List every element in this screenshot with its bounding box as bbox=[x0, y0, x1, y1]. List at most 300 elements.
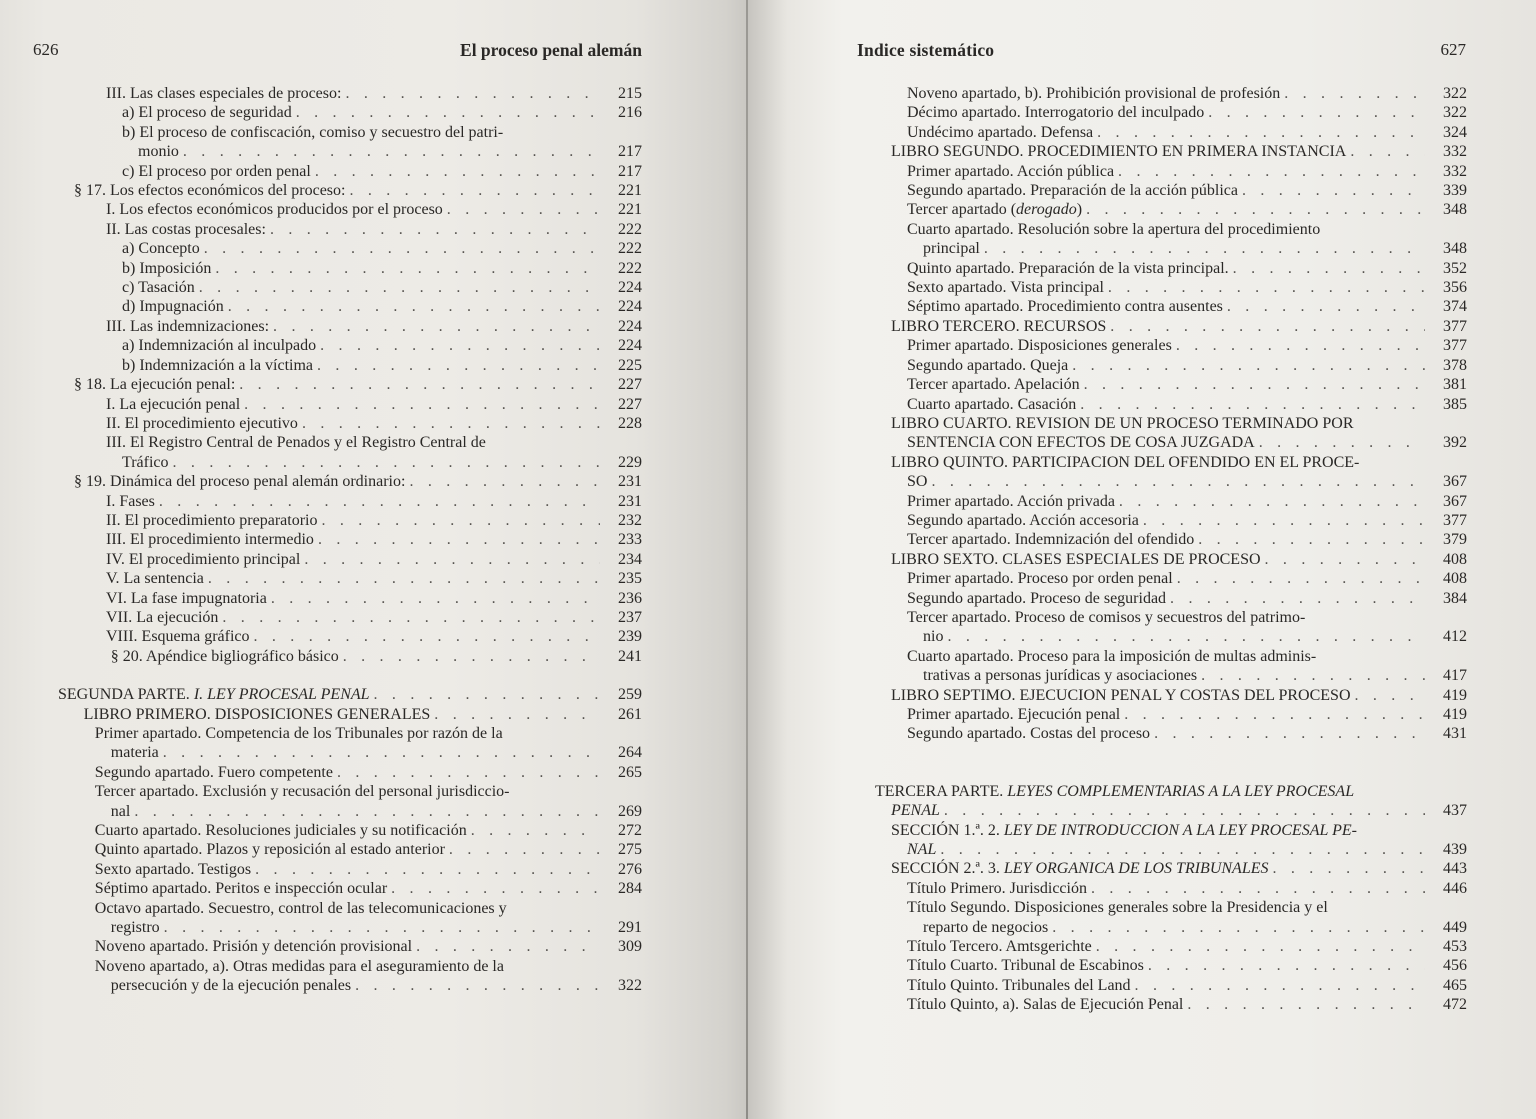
toc-entry-text: d) Impugnación bbox=[122, 298, 224, 316]
toc-entry-label bbox=[138, 142, 179, 161]
toc-entry-label bbox=[907, 492, 1115, 511]
toc-entry-italic: derogado bbox=[1016, 201, 1077, 219]
toc-entry-line bbox=[30, 879, 642, 898]
toc-entry-line bbox=[855, 976, 1467, 995]
toc-entry-text: Sexto apartado. Testigos bbox=[94, 860, 252, 878]
toc-entry-label bbox=[106, 569, 204, 588]
toc-entry bbox=[855, 937, 1467, 956]
dot-leader bbox=[270, 220, 600, 239]
dot-leader bbox=[1110, 317, 1425, 336]
toc-entry-text: SEGUNDA PARTE. bbox=[58, 686, 194, 704]
dot-leader bbox=[391, 879, 600, 898]
toc-entry-label bbox=[907, 336, 1172, 355]
dot-leader bbox=[317, 356, 600, 375]
dot-leader bbox=[271, 589, 600, 608]
toc-entry-first-line bbox=[855, 414, 1467, 433]
toc-entry-text: Segundo apartado. Proceso de seguridad bbox=[907, 589, 1167, 607]
dot-leader bbox=[1118, 162, 1425, 181]
toc-page-number: 261 bbox=[618, 705, 642, 723]
toc-entry-text: Quinto apartado. Plazos y reposición al estado anterior bbox=[94, 841, 445, 859]
toc-page-number: 224 bbox=[618, 279, 642, 297]
toc-page-number: 322 bbox=[618, 977, 642, 995]
toc-entry bbox=[30, 395, 642, 414]
toc-entry-line bbox=[30, 569, 642, 588]
right-page bbox=[748, 0, 1536, 1119]
toc-entry-text: Segundo apartado. Queja bbox=[907, 356, 1069, 374]
toc-page-number: 309 bbox=[618, 938, 642, 956]
toc-entry-label bbox=[95, 763, 333, 782]
toc-entry-line bbox=[855, 200, 1467, 219]
dot-leader bbox=[355, 976, 600, 995]
toc-entry-label bbox=[106, 608, 218, 627]
toc-entry-text: Primer apartado. Acción privada bbox=[907, 492, 1115, 510]
dot-leader bbox=[1265, 550, 1425, 569]
toc-entry-label bbox=[122, 162, 311, 181]
toc-entry-line bbox=[30, 647, 642, 666]
toc-entry-text: III. Las clases especiales de proceso: bbox=[106, 85, 342, 102]
dot-leader bbox=[1154, 724, 1425, 743]
toc-entry-text: Cuarto apartado. Casación bbox=[907, 395, 1077, 413]
toc-entry bbox=[855, 395, 1467, 414]
toc-entry bbox=[855, 898, 1467, 937]
toc-entry-line bbox=[855, 530, 1467, 549]
toc-entry-line bbox=[855, 162, 1467, 181]
toc-entry-line bbox=[855, 686, 1467, 705]
toc-entry bbox=[855, 705, 1467, 724]
toc-entry-line bbox=[30, 356, 642, 375]
dot-leader bbox=[320, 336, 600, 355]
dot-leader bbox=[134, 802, 600, 821]
toc-entry-line bbox=[30, 511, 642, 530]
toc-entry-label bbox=[907, 705, 1120, 724]
dot-leader bbox=[296, 103, 600, 122]
toc-entry bbox=[30, 879, 642, 898]
toc-page-number: 229 bbox=[618, 453, 642, 471]
toc-entry-line bbox=[30, 278, 642, 297]
toc-entry-label bbox=[95, 879, 387, 898]
toc-entry-text: monio bbox=[138, 143, 179, 161]
toc-entry bbox=[30, 569, 642, 588]
toc-page-number: 265 bbox=[618, 763, 642, 781]
toc-entry-text: a) El proceso de seguridad bbox=[122, 104, 292, 122]
toc-entry bbox=[855, 356, 1467, 375]
toc-entry-line bbox=[855, 724, 1467, 743]
toc-entry bbox=[30, 647, 642, 666]
toc-page-number: 234 bbox=[618, 550, 642, 568]
toc-entry-text: Primer apartado. Proceso por orden penal bbox=[907, 570, 1173, 588]
toc-entry-first-line bbox=[855, 220, 1467, 239]
dot-leader bbox=[931, 472, 1425, 491]
toc-page-number: 377 bbox=[1443, 337, 1467, 355]
toc-entry-line bbox=[30, 200, 642, 219]
toc-entry-label bbox=[907, 956, 1144, 975]
toc-entry bbox=[855, 782, 1467, 821]
toc-entry bbox=[855, 297, 1467, 316]
toc-entry-text: Cuarto apartado. Resoluciones judiciales y su notificación bbox=[94, 822, 467, 840]
toc-entry-line bbox=[855, 103, 1467, 122]
toc-entry-label bbox=[106, 627, 250, 646]
toc-page-number: 449 bbox=[1443, 918, 1467, 936]
toc-entry-label bbox=[106, 84, 341, 103]
toc-entry-line bbox=[30, 821, 642, 840]
dot-leader bbox=[349, 181, 600, 200]
toc-page-number: 348 bbox=[1443, 201, 1467, 219]
dot-leader bbox=[163, 743, 600, 762]
toc-entry-line bbox=[855, 511, 1467, 530]
toc-entry-first-text: SECCIÓN 1.ª. 2. bbox=[891, 821, 1004, 839]
toc-entry-line bbox=[30, 976, 642, 995]
toc-entry-text: § 18. La ejecución penal: bbox=[74, 376, 236, 394]
dot-leader bbox=[1187, 995, 1425, 1014]
toc-entry bbox=[30, 589, 642, 608]
toc-entry-text: LIBRO SEGUNDO. PROCEDIMIENTO EN PRIMERA INSTANCIA bbox=[891, 143, 1347, 161]
toc-entry bbox=[855, 317, 1467, 336]
toc-page-number: 439 bbox=[1443, 841, 1467, 859]
dot-leader bbox=[244, 395, 600, 414]
dot-leader bbox=[173, 453, 600, 472]
toc-entry-text: principal bbox=[923, 240, 980, 258]
toc-page-number: 408 bbox=[1443, 550, 1467, 568]
dot-leader bbox=[374, 685, 600, 704]
toc-page-number: 231 bbox=[618, 492, 642, 510]
toc-entry-text: SO bbox=[907, 473, 928, 491]
toc-entry bbox=[855, 181, 1467, 200]
toc-page-number: 456 bbox=[1443, 957, 1467, 975]
dot-leader bbox=[343, 647, 600, 666]
toc-page-number: 385 bbox=[1443, 395, 1467, 413]
toc-page-number: 453 bbox=[1443, 938, 1467, 956]
toc-entry-first-line bbox=[30, 957, 642, 976]
toc-page-number: 352 bbox=[1443, 259, 1467, 277]
toc-entry bbox=[30, 685, 642, 704]
toc-entry bbox=[30, 899, 642, 938]
toc-entry-text: II. El procedimiento ejecutivo bbox=[106, 414, 298, 432]
toc-page-number: 332 bbox=[1443, 143, 1467, 161]
toc-entry-label bbox=[907, 995, 1183, 1014]
toc-entry-text: b) Indemnización a la víctima bbox=[122, 356, 314, 374]
toc-entry-label bbox=[106, 550, 300, 569]
toc-page-number: 222 bbox=[618, 259, 642, 277]
dot-leader bbox=[159, 492, 600, 511]
toc-entry bbox=[855, 589, 1467, 608]
toc-entry bbox=[855, 976, 1467, 995]
toc-page-number: 221 bbox=[618, 182, 642, 200]
toc-entry-first-line bbox=[30, 782, 642, 801]
toc-entry-line bbox=[30, 336, 642, 355]
toc-page-number: 228 bbox=[618, 414, 642, 432]
toc-entry bbox=[30, 840, 642, 859]
toc-page-number: 291 bbox=[618, 919, 642, 937]
toc-entry-label bbox=[122, 239, 200, 258]
dot-leader bbox=[1233, 259, 1425, 278]
toc-entry-label bbox=[907, 530, 1194, 549]
toc-entry-line bbox=[30, 705, 642, 724]
table-of-contents-left bbox=[30, 84, 642, 996]
dot-leader bbox=[1272, 859, 1425, 878]
toc-page-number: 377 bbox=[1443, 511, 1467, 529]
toc-entry bbox=[855, 879, 1467, 898]
toc-entry bbox=[855, 142, 1467, 161]
toc-page-number: 431 bbox=[1443, 725, 1467, 743]
toc-entry-line bbox=[30, 414, 642, 433]
toc-page-number: 374 bbox=[1443, 298, 1467, 316]
toc-page-number: 222 bbox=[618, 220, 642, 238]
dot-leader bbox=[204, 239, 600, 258]
toc-entry-label bbox=[891, 317, 1106, 336]
toc-entry bbox=[855, 200, 1467, 219]
toc-entry bbox=[855, 511, 1467, 530]
toc-entry-label bbox=[923, 666, 1197, 685]
toc-entry-label bbox=[907, 589, 1166, 608]
toc-page-number: 339 bbox=[1443, 182, 1467, 200]
toc-entry-first-text: LIBRO QUINTO. PARTICIPACION DEL OFENDIDO EN EL PROCE- bbox=[891, 453, 1360, 471]
toc-entry-label bbox=[923, 918, 1048, 937]
toc-entry-text: II. Las costas procesales: bbox=[106, 220, 266, 238]
toc-entry bbox=[855, 608, 1467, 647]
running-title-right: Indice sistemático bbox=[857, 40, 995, 60]
dot-leader bbox=[1177, 569, 1425, 588]
toc-entry-first-text: Título Segundo. Disposiciones generales sobre la Presidencia y el bbox=[907, 899, 1328, 917]
toc-entry-line bbox=[855, 569, 1467, 588]
toc-entry-label bbox=[106, 395, 240, 414]
toc-entry-text: I. La ejecución penal bbox=[106, 395, 241, 413]
toc-page-number: 235 bbox=[618, 570, 642, 588]
toc-entry-line bbox=[30, 375, 642, 394]
toc-entry bbox=[855, 375, 1467, 394]
toc-page-number: 367 bbox=[1443, 473, 1467, 491]
toc-entry bbox=[855, 278, 1467, 297]
toc-entry-line bbox=[855, 278, 1467, 297]
toc-entry bbox=[855, 859, 1467, 878]
dot-leader bbox=[1284, 84, 1425, 103]
toc-page-number: 227 bbox=[618, 395, 642, 413]
toc-entry bbox=[30, 937, 642, 956]
toc-entry-line bbox=[30, 181, 642, 200]
toc-entry bbox=[855, 724, 1467, 743]
toc-entry-text: I. Fases bbox=[106, 492, 155, 510]
toc-entry-label bbox=[122, 259, 211, 278]
toc-entry bbox=[30, 162, 642, 181]
toc-entry bbox=[30, 530, 642, 549]
toc-entry-first-line bbox=[855, 821, 1467, 840]
toc-entry-line bbox=[30, 763, 642, 782]
dot-leader bbox=[449, 840, 600, 859]
toc-entry bbox=[855, 414, 1467, 453]
toc-entry-label bbox=[122, 297, 224, 316]
toc-entry bbox=[30, 336, 642, 355]
toc-spacer bbox=[30, 666, 642, 685]
toc-entry-text: § 20. Apéndice bigliográfico básico bbox=[110, 647, 339, 665]
toc-entry-label bbox=[111, 802, 131, 821]
toc-page-number: 232 bbox=[618, 511, 642, 529]
toc-page-number: 381 bbox=[1443, 376, 1467, 394]
toc-entry bbox=[855, 220, 1467, 259]
toc-entry bbox=[30, 608, 642, 627]
dot-leader bbox=[1135, 976, 1425, 995]
dot-leader bbox=[1084, 375, 1425, 394]
toc-entry-line bbox=[30, 627, 642, 646]
toc-entry-first-text: Cuarto apartado. Resolución sobre la apertura del procedimiento bbox=[907, 220, 1321, 238]
toc-entry-first-text: Octavo apartado. Secuestro, control de las telecomunicaciones y bbox=[94, 899, 507, 917]
toc-entry-line bbox=[30, 162, 642, 181]
dot-leader bbox=[1124, 705, 1425, 724]
dot-leader bbox=[1259, 433, 1425, 452]
toc-entry-text: b) Imposición bbox=[122, 259, 212, 277]
dot-leader bbox=[1143, 511, 1425, 530]
toc-page-number: 378 bbox=[1443, 356, 1467, 374]
dot-leader bbox=[215, 259, 600, 278]
dot-leader bbox=[1086, 200, 1425, 219]
toc-entry-label bbox=[106, 317, 269, 336]
toc-entry-text: Tráfico bbox=[122, 453, 169, 471]
dot-leader bbox=[471, 821, 600, 840]
toc-entry-label bbox=[122, 356, 313, 375]
toc-spacer bbox=[855, 744, 1467, 763]
toc-entry-text: LIBRO TERCERO. RECURSOS bbox=[891, 317, 1107, 335]
toc-entry-label bbox=[891, 686, 1351, 705]
toc-entry bbox=[30, 84, 642, 103]
toc-entry-first-line bbox=[855, 782, 1467, 801]
toc-page-number: 443 bbox=[1443, 860, 1467, 878]
toc-entry-label bbox=[106, 511, 317, 530]
toc-entry-first-text: LIBRO CUARTO. REVISION DE UN PROCESO TERMINADO POR bbox=[891, 414, 1354, 432]
toc-entry-text: SECCIÓN 2.ª. 3. bbox=[891, 860, 1004, 878]
dot-leader bbox=[409, 472, 600, 491]
toc-page-number: 322 bbox=[1443, 85, 1467, 102]
toc-entry-line bbox=[30, 84, 642, 103]
toc-entry-first-text: III. El Registro Central de Penados y el Registro Central de bbox=[106, 434, 486, 452]
toc-entry-text: Título Cuarto. Tribunal de Escabinos bbox=[907, 957, 1144, 975]
toc-page-number: 275 bbox=[618, 841, 642, 859]
toc-page-number: 272 bbox=[618, 822, 642, 840]
toc-page-number: 217 bbox=[618, 162, 642, 180]
toc-entry-label bbox=[891, 142, 1346, 161]
toc-entry bbox=[855, 453, 1467, 492]
toc-entry-text: SENTENCIA CON EFECTOS DE COSA JUZGADA bbox=[907, 434, 1255, 452]
toc-entry bbox=[30, 782, 642, 821]
running-title-left: El proceso penal alemán bbox=[460, 40, 642, 60]
toc-entry-line bbox=[30, 550, 642, 569]
toc-entry bbox=[855, 686, 1467, 705]
dot-leader bbox=[321, 511, 600, 530]
toc-page-number: 322 bbox=[1443, 104, 1467, 122]
toc-entry-line bbox=[855, 589, 1467, 608]
toc-entry-label bbox=[106, 200, 443, 219]
toc-entry bbox=[30, 724, 642, 763]
toc-entry-label bbox=[907, 569, 1173, 588]
dot-leader bbox=[1148, 956, 1425, 975]
toc-entry bbox=[30, 550, 642, 569]
toc-entry-text: VII. La ejecución bbox=[106, 608, 219, 626]
toc-entry-italic: PENAL bbox=[891, 802, 940, 820]
toc-entry-label bbox=[111, 647, 339, 666]
toc-entry bbox=[30, 414, 642, 433]
dot-leader bbox=[208, 569, 600, 588]
table-of-contents-right bbox=[855, 84, 1467, 1015]
toc-entry-line bbox=[855, 666, 1467, 685]
toc-page-number: 225 bbox=[618, 356, 642, 374]
toc-entry-line bbox=[30, 840, 642, 859]
toc-entry-italic: NAL bbox=[907, 841, 937, 859]
toc-entry-first-text: b) El proceso de confiscación, comiso y secuestro del patri- bbox=[122, 123, 504, 141]
toc-page-number: 384 bbox=[1443, 589, 1467, 607]
toc-entry-line bbox=[855, 995, 1467, 1014]
dot-leader bbox=[318, 530, 600, 549]
toc-entry-label bbox=[74, 181, 345, 200]
toc-page-number: 392 bbox=[1443, 434, 1467, 452]
toc-entry-first-line bbox=[855, 453, 1467, 472]
toc-entry-line bbox=[855, 317, 1467, 336]
dot-leader bbox=[944, 801, 1425, 820]
toc-entry-text: Segundo apartado. Fuero competente bbox=[94, 763, 333, 781]
dot-leader bbox=[1080, 395, 1425, 414]
toc-entry-text: reparto de negocios bbox=[923, 918, 1049, 936]
dot-leader bbox=[447, 200, 600, 219]
toc-entry-label bbox=[95, 860, 251, 879]
toc-entry bbox=[855, 647, 1467, 686]
toc-entry-first-line bbox=[30, 123, 642, 142]
toc-entry-line bbox=[30, 608, 642, 627]
toc-entry-label bbox=[95, 937, 412, 956]
toc-page-number: 332 bbox=[1443, 162, 1467, 180]
toc-entry-label bbox=[106, 589, 267, 608]
toc-page-number: 419 bbox=[1443, 706, 1467, 723]
toc-entry-line bbox=[855, 956, 1467, 975]
toc-page-number: 216 bbox=[618, 104, 642, 122]
toc-entry-first-line bbox=[855, 898, 1467, 917]
toc-entry-text: Séptimo apartado. Procedimiento contra ausentes bbox=[907, 298, 1223, 316]
toc-entry-label bbox=[907, 433, 1255, 452]
dot-leader bbox=[1242, 181, 1425, 200]
toc-entry-line bbox=[30, 259, 642, 278]
toc-spacer bbox=[855, 763, 1467, 782]
toc-entry-text: Décimo apartado. Interrogatorio del inculpado bbox=[907, 104, 1205, 122]
toc-entry bbox=[30, 181, 642, 200]
toc-entry-text: LIBRO PRIMERO. DISPOSICIONES GENERALES bbox=[83, 705, 431, 723]
toc-page-number: 446 bbox=[1443, 879, 1467, 897]
toc-entry-label bbox=[907, 297, 1223, 316]
dot-leader bbox=[434, 705, 600, 724]
toc-entry-text: Título Primero. Jurisdicción bbox=[907, 879, 1087, 897]
dot-leader bbox=[199, 278, 600, 297]
toc-entry bbox=[30, 511, 642, 530]
dot-leader bbox=[255, 860, 600, 879]
toc-entry-first-line bbox=[855, 608, 1467, 627]
toc-entry-line bbox=[30, 918, 642, 937]
toc-entry-line bbox=[855, 297, 1467, 316]
toc-entry-text: VIII. Esquema gráfico bbox=[106, 628, 250, 646]
dot-leader bbox=[1198, 530, 1425, 549]
toc-entry-line bbox=[855, 801, 1467, 820]
toc-entry-line bbox=[30, 530, 642, 549]
toc-entry-first-text: Cuarto apartado. Proceso para la imposición de multas adminis- bbox=[907, 647, 1317, 665]
toc-entry-label bbox=[907, 879, 1087, 898]
toc-entry-label bbox=[111, 743, 159, 762]
toc-entry bbox=[855, 259, 1467, 278]
toc-entry bbox=[30, 317, 642, 336]
toc-page-number: 408 bbox=[1443, 570, 1467, 588]
toc-entry-text: Quinto apartado. Preparación de la vista principal. bbox=[907, 259, 1229, 277]
toc-entry-line bbox=[30, 860, 642, 879]
toc-page-number: 259 bbox=[618, 686, 642, 704]
toc-entry-line bbox=[30, 472, 642, 491]
toc-entry-text: nio bbox=[923, 628, 944, 646]
toc-entry-line bbox=[30, 297, 642, 316]
toc-entry-line bbox=[855, 879, 1467, 898]
toc-entry bbox=[30, 123, 642, 162]
dot-leader bbox=[254, 627, 601, 646]
toc-page-number: 348 bbox=[1443, 240, 1467, 258]
